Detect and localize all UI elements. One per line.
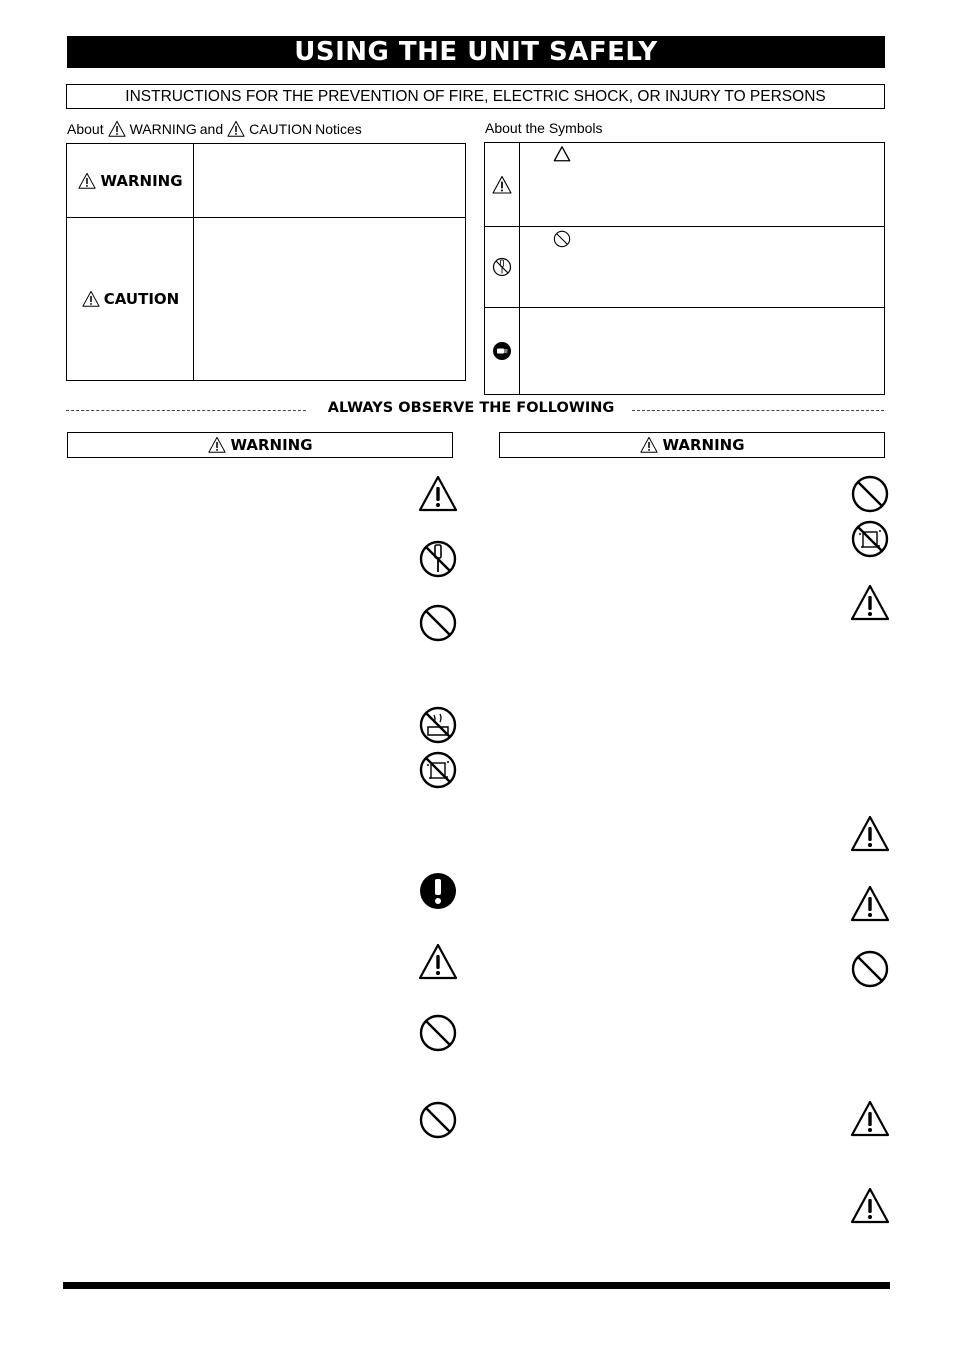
- warning-triangle-icon: [226, 120, 246, 138]
- right-warning-header: [499, 432, 885, 458]
- right-warning-label: WARNING: [662, 436, 745, 454]
- symbol-description-prohibited: [520, 227, 885, 308]
- prohibited-icon: [418, 603, 458, 643]
- warning-triangle-icon: [850, 1099, 890, 1139]
- warning-triangle-icon: [207, 436, 227, 454]
- unplug-icon: [492, 341, 512, 361]
- symbol-description-mandatory: [520, 308, 885, 395]
- do-not-disassemble-icon: [492, 257, 512, 277]
- notices-heading-notices: Notices: [315, 121, 362, 137]
- warning-triangle-icon: [850, 884, 890, 924]
- prohibited-icon: [850, 474, 890, 514]
- warning-triangle-icon: [850, 814, 890, 854]
- prohibited-icon: [850, 949, 890, 989]
- mandatory-exclamation-icon: [418, 871, 458, 911]
- warning-triangle-icon: [418, 474, 458, 514]
- caution-label-cell: [67, 218, 194, 381]
- no-moisture-icon: [850, 519, 890, 559]
- prohibited-icon: [418, 1100, 458, 1140]
- left-warning-label: WARNING: [230, 436, 313, 454]
- warning-triangle-icon: [107, 120, 127, 138]
- left-warning-header: [67, 432, 453, 458]
- notices-table: [66, 143, 466, 381]
- warning-triangle-icon: [850, 1186, 890, 1226]
- divider-left: [66, 410, 306, 411]
- notices-heading-caution: CAUTION: [249, 121, 313, 137]
- warning-triangle-icon: [492, 175, 512, 195]
- warning-triangle-icon: [418, 942, 458, 982]
- observe-heading: ALWAYS OBSERVE THE FOLLOWING: [327, 400, 615, 416]
- symbol-description-triangle: [520, 143, 885, 227]
- warning-label: WARNING: [100, 171, 183, 190]
- warning-triangle-icon: [639, 436, 659, 454]
- warning-triangle-icon: [81, 290, 101, 308]
- divider-right: [632, 410, 884, 411]
- notices-heading-and: and: [199, 121, 224, 137]
- prohibited-icon: [553, 230, 571, 248]
- symbols-table: [484, 142, 885, 395]
- caution-description-cell: [194, 218, 466, 381]
- no-moisture-icon: [418, 750, 458, 790]
- warning-description-cell: [194, 144, 466, 218]
- notices-heading-warning: WARNING: [129, 121, 197, 137]
- warning-triangle-icon: [77, 172, 97, 190]
- symbol-cell-mandatory: [485, 308, 520, 395]
- page-title: USING THE UNIT SAFELY: [67, 36, 885, 68]
- notices-heading: [67, 120, 362, 138]
- bottom-rule: [63, 1282, 890, 1289]
- triangle-outline-icon: [553, 145, 571, 163]
- do-not-disassemble-icon: [418, 539, 458, 579]
- symbol-cell-triangle: [485, 143, 520, 227]
- notices-heading-about: About: [67, 121, 104, 137]
- warning-label-cell: [67, 144, 194, 218]
- no-water-icon: [418, 705, 458, 745]
- symbol-cell-prohibited: [485, 227, 520, 308]
- page-subtitle: INSTRUCTIONS FOR THE PREVENTION OF FIRE, ELECTRIC SHOCK, OR INJURY TO PERSONS: [66, 84, 885, 109]
- symbols-heading: About the Symbols: [485, 120, 603, 136]
- warning-triangle-icon: [850, 583, 890, 623]
- caution-label: CAUTION: [103, 290, 180, 308]
- prohibited-icon: [418, 1013, 458, 1053]
